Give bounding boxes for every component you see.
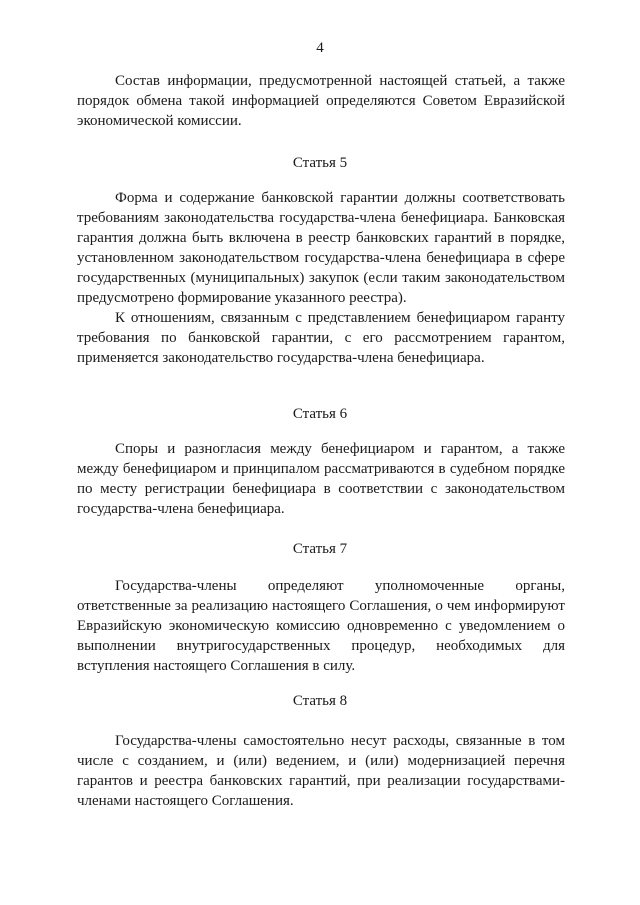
article-6-heading: Статья 6	[292, 406, 348, 422]
article-8-heading: Статья 8	[292, 693, 348, 709]
article-5-paragraph-2: К отношениям, связанным с представлением бенефициаром гаранту требования по банковской гарантии, с его рассмотрением гарантом, применяется законодательство государства-члена бенефициара.	[77, 310, 565, 366]
article-8-body	[77, 731, 565, 811]
intro-paragraph: Состав информации, предусмотренной настоящей статьей, а также порядок обмена такой информацией определяются Советом Евразийской экономической комиссии.	[77, 73, 565, 129]
page-number: 4	[316, 40, 324, 56]
article-7-heading: Статья 7	[292, 541, 348, 557]
article-6-paragraph-1: Споры и разногласия между бенефициаром и гарантом, а также между бенефициаром и принципалом рассматриваются в судебном порядке по месту регистрации бенефициара в соответствии с законодательством государства-члена бенефициара.	[77, 441, 565, 517]
article-5-heading: Статья 5	[292, 155, 348, 171]
article-5-body	[77, 188, 565, 368]
intro-block	[77, 71, 565, 131]
article-7-body	[77, 576, 565, 676]
article-8-paragraph-1: Государства-члены самостоятельно несут расходы, связанные в том числе с созданием, и (или) ведением, и (или) модернизацией перечня гарантов и реестра банковских гарантий, при реализации государствами-членами настоящего Соглашения.	[77, 733, 565, 809]
article-5-paragraph-1: Форма и содержание банковской гарантии должны соответствовать требованиям законодательства государства-члена бенефициара. Банковская гарантия должна быть включена в реестр банковских гарантий в порядке, установленном законодательством государства-члена бенефициара в сфере государственных (муниципальных) закупок (если таким законодательством предусмотрено формирование указанного реестра).	[77, 190, 565, 306]
article-6-body	[77, 439, 565, 519]
article-7-paragraph-1: Государства-члены определяют уполномоченные органы, ответственные за реализацию настоящего Соглашения, о чем информируют Евразийскую экономическую комиссию одновременно с уведомлением о выполнении внутригосударственных процедур, необходимых для вступления настоящего Соглашения в силу.	[77, 578, 565, 674]
